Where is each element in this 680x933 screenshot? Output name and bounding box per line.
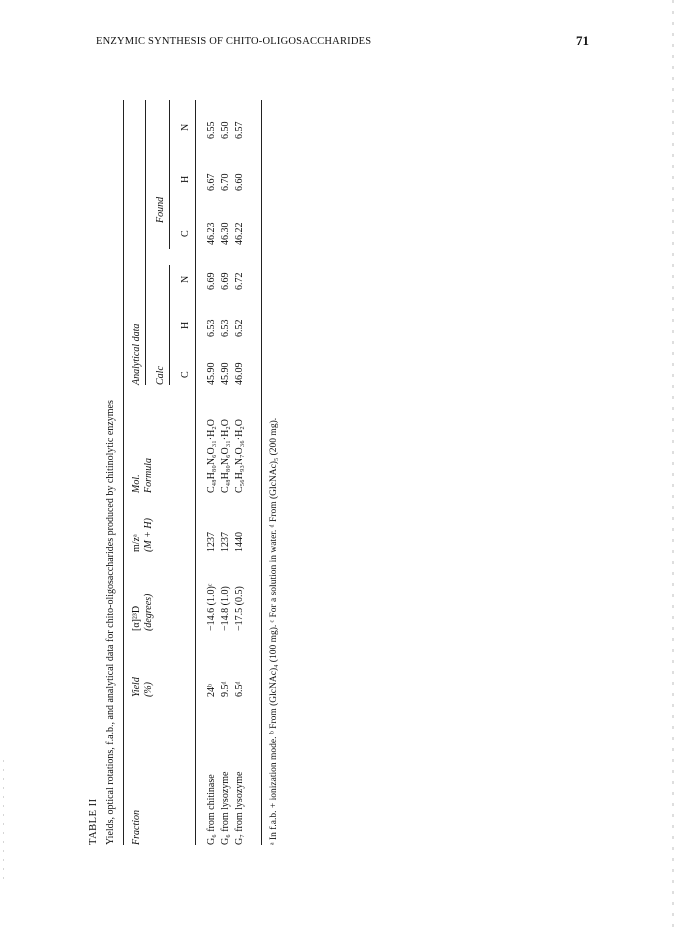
cell-calc-h: 6.53 [206,319,217,337]
cell-rotation: −14.8 (1.0) [220,586,231,631]
header-found-n: N [180,123,191,131]
header-calc-h: H [180,321,191,329]
cell-yield: 24ᵇ [206,683,217,697]
cell-calc-n: 6.72 [234,272,245,290]
cell-rotation: −14.6 (1.0)ᶜ [206,583,217,631]
header-rotation-unit: (degrees) [143,593,154,631]
table-footnote: ᵃ In f.a.b. + ionization mode. ᵇ From (GlcNAc)₄ (100 mg). ᶜ For a solution in water. ᵈ From (GlcNAc)₅ (200 mg). [269,417,279,845]
cell-found-n: 6.57 [234,121,245,139]
cell-fraction: G₇ from lysozyme [234,771,245,845]
header-analytical-data: Analytical data [131,323,142,385]
cell-calc-n: 6.69 [220,272,231,290]
cell-found-c: 46.23 [206,222,217,245]
cell-mz: 1237 [220,532,231,552]
cell-formula: C₅₆H₉₃N₇O₃₆·H₂O [234,419,245,493]
header-rotation: [α]²³D [131,605,142,631]
cell-found-n: 6.50 [220,121,231,139]
calc-subrule [169,265,170,385]
cell-mz: 1440 [234,532,245,552]
header-mz-ion: (M + H) [143,518,154,552]
cell-mz: 1237 [206,532,217,552]
header-found: Found [155,196,166,223]
table-header-rule [195,100,196,845]
table-label: TABLE II [88,798,99,845]
cell-calc-h: 6.52 [234,319,245,337]
header-calc-n: N [180,275,191,283]
cell-found-h: 6.67 [206,173,217,191]
header-mz: m/zᵃ [131,534,142,552]
scan-edge-marks [672,0,674,933]
header-formula-sub: Formula [143,458,154,493]
header-found-h: H [180,175,191,183]
cell-calc-n: 6.69 [206,272,217,290]
cell-found-h: 6.60 [234,173,245,191]
cell-found-n: 6.55 [206,121,217,139]
cell-yield: 6.5ᵈ [234,681,245,697]
header-calc: Calc [155,366,166,385]
cell-calc-c: 46.09 [234,362,245,385]
table-top-rule [123,100,124,845]
cell-found-c: 46.22 [234,222,245,245]
cell-fraction: G₆ from chitinase [206,774,217,845]
table-caption: Yields, optical rotations, f.a.b., and analytical data for chito-oligosaccharides produced by chitinolytic enzymes [105,400,116,845]
page-number: 71 [576,33,589,48]
cell-formula: C₄₈H₈₀N₆O₃₁·H₂O [206,419,217,493]
running-head: ENZYMIC SYNTHESIS OF CHITO-OLIGOSACCHARIDES [96,36,372,47]
cell-found-h: 6.70 [220,173,231,191]
scan-edge-marks-left [3,760,4,880]
cell-calc-c: 45.90 [206,362,217,385]
header-yield: Yield [131,677,142,697]
table-row [206,100,219,845]
cell-calc-h: 6.53 [220,319,231,337]
rotated-table-block [88,65,298,845]
table-row [220,100,233,845]
header-fraction: Fraction [131,810,142,845]
header-calc-c: C [180,371,191,378]
header-yield-unit: (%) [143,682,154,697]
cell-calc-c: 45.90 [220,362,231,385]
cell-found-c: 46.30 [220,222,231,245]
header-formula: Mol. [131,474,142,493]
table-row [234,100,247,845]
found-subrule [169,100,170,249]
cell-rotation: −17.5 (0.5) [234,586,245,631]
analytical-subrule [145,100,146,385]
cell-fraction: G₆ from lysozyme [220,771,231,845]
header-found-c: C [180,230,191,237]
cell-formula: C₄₈H₈₀N₆O₃₁·H₂O [220,419,231,493]
table-bottom-rule [261,100,262,845]
cell-yield: 9.5ᵈ [220,681,231,697]
